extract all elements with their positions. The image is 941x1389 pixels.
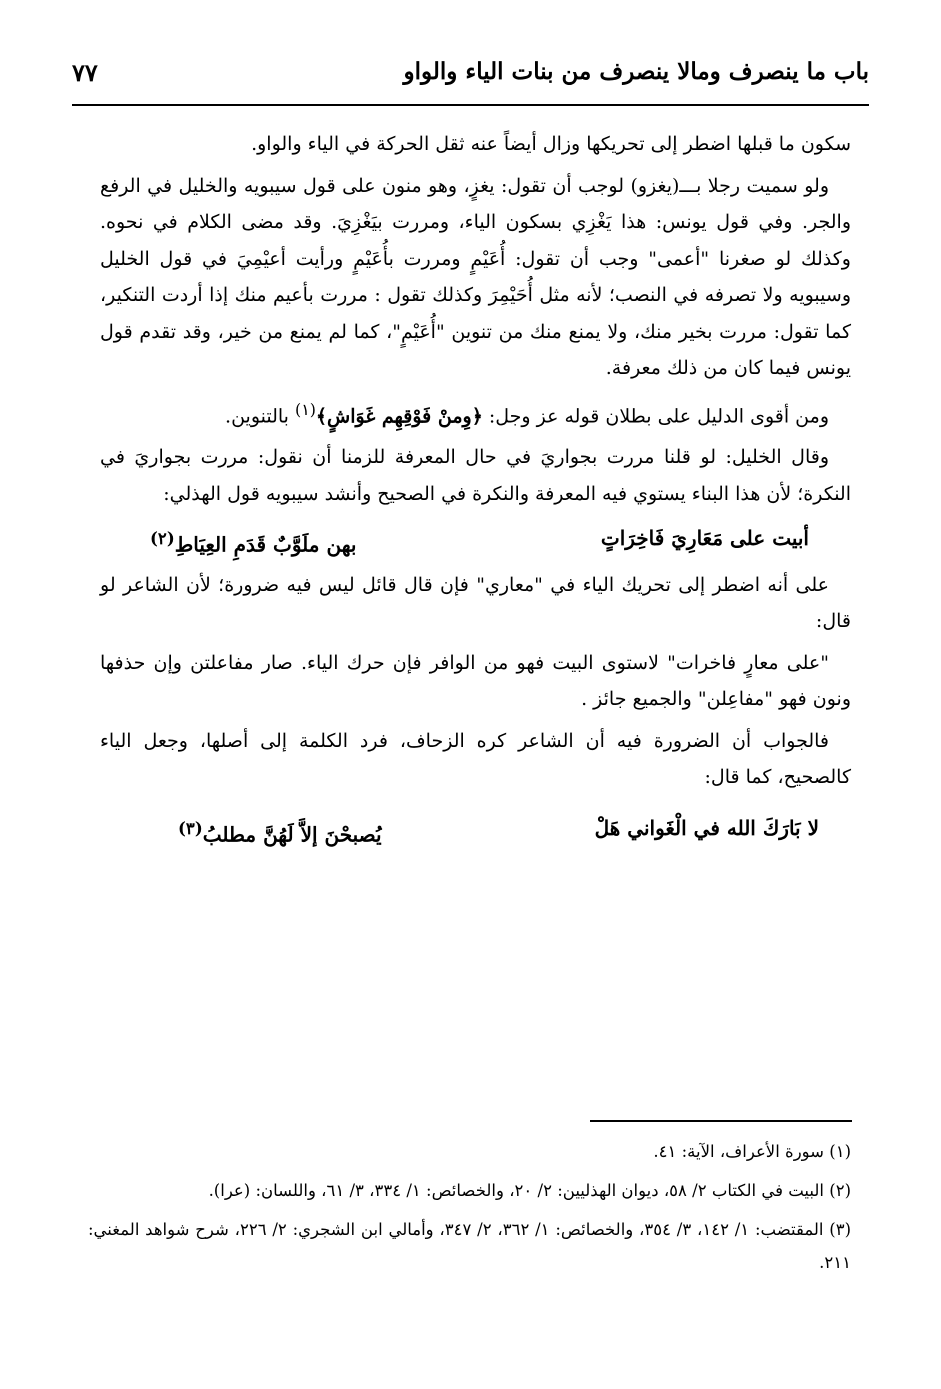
poem-verse-1 [150, 518, 809, 565]
footnote-ref-3: (٣) [178, 817, 203, 838]
header-divider [72, 104, 869, 106]
paragraph-7: فالجواب أن الضرورة فيه أن الشاعر كره الزحاف، فرد الكلمة إلى أصلها، وجعل الياء كالصحيح، كما قال: [100, 729, 851, 789]
verse-1-second-hemistich [150, 518, 357, 565]
verse-2-second-hemistich [178, 808, 382, 855]
paragraph-4: وقال الخليل: لو قلنا مررت بجواريَ في حال المعرفة للزمنا أن نقول: مررت بجواريَ في النكرة؛ لأن هذا البناء يستوي فيه المعرفة والنكرة في الصحيح وأنشد سيبويه قول الهذلي: [100, 446, 851, 505]
verse-1-first-hemistich: أبيت على مَعَارِيَ فَاخِرَاتٍ [600, 526, 809, 551]
chapter-title: باب ما ينصرف ومالا ينصرف من بنات الياء والواو [403, 58, 869, 85]
footnotes [88, 1135, 851, 1285]
footnote-1: (١) سورة الأعراف، الآية: ٤١. [653, 1142, 851, 1161]
verse-2-first-hemistich: لا بَارَكَ الله في الْغَواني هَلْ [594, 815, 819, 840]
footnote-divider [590, 1120, 852, 1122]
page-number: ٧٧ [72, 58, 98, 87]
footnote-3: (٣) المقتضب: ١/ ١٤٢، ٣/ ٣٥٤، والخصائص: ١/ ٣٦٢، ٢/ ٣٤٧، وأمالي ابن الشجري: ٢/ ٢٢٦، شرح شواهد المغني: ٢١١. [88, 1220, 852, 1272]
poem-verse-2 [178, 808, 819, 855]
running-header [72, 58, 869, 98]
paragraph-3-lead: ومن أقوى الدليل على بطلان قوله عز وجل: [482, 404, 829, 427]
paragraph-1: سكون ما قبلها اضطر إلى تحريكها وزال أيضاً عنه ثقل الحركة في الياء والواو. [251, 133, 851, 155]
verse-1-second-text: بهن ملَوَّبٌ قَدَمِ العِيَاطِ [174, 532, 357, 557]
quran-quote: ﴿وِمنْ فَوْقِهِم غَوَاشٍ﴾ [315, 404, 483, 427]
paragraph-2: ولو سميت رجلا بـــ(يغزو) لوجب أن تقول: يغزٍ، وهو منون على قول سيبويه والخليل في الرفع والجر. وفي قول يونس: هذا يَغْزِي بسكون الياء، ومررت بيَغْزِيَ. وقد مضى الكلام في نحوه. وكذلك لو صغرنا "أعمى" وجب أن تقول: أُعَيْمٍ ومررت بأُعَيْمٍ ورأيت أعيْمِيَ في قول الخليل وسيبويه ولا تصرفه في النصب؛ لأنه مثل أُحَيْمِرَ وكذلك تقول : مررت بأعيم منك إذا أردت التنكير، كما تقول: مررت بخير منك، ولا يمنع منك من تنوين "أُعَيْمٍ"، كما لم يمنع من خير، وقد تقدم قول يونس فيما كان من ذلك معرفة. [100, 174, 851, 379]
footnote-ref-1: (١) [295, 399, 316, 419]
paragraph-5: على أنه اضطر إلى تحريك الياء في "معاري" فإن قال قائل ليس فيه ضرورة؛ لأن الشاعر لو قال: [100, 573, 851, 633]
paragraph-3-tail: بالتنوين. [225, 404, 296, 427]
footnote-ref-2: (٢) [150, 528, 175, 549]
main-text [100, 126, 851, 855]
paragraph-6: "على معارٍ فاخرات" لاستوى البيت فهو من الوافر فإن حرك الياء. صار مفاعلتن وإن حذفها ونون فهو "مفاعِلن" والجميع جائز . [100, 651, 851, 711]
paragraph-3 [100, 392, 851, 435]
verse-2-second-text: يُصبحْنَ إلاَّ لَهُنَّ مطلبُ [202, 822, 382, 847]
footnote-2: (٢) البيت في الكتاب ٢/ ٥٨، ديوان الهذليين: ٢/ ٢٠، والخصائص: ١/ ٣٣٤، ٣/ ٦١، واللسان: (عرا). [208, 1181, 851, 1200]
